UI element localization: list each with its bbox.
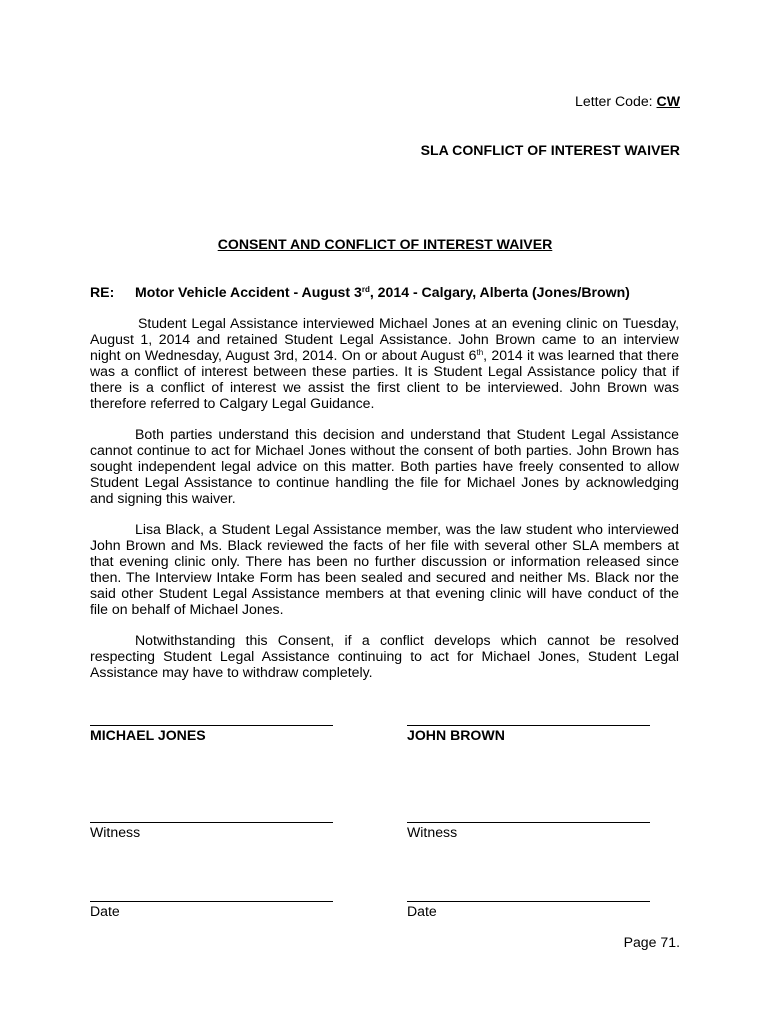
signer-name-left: MICHAEL JONES <box>90 727 206 743</box>
signer-name-right: JOHN BROWN <box>407 727 505 743</box>
paragraph-1-part1: Student Legal Assistance interviewed Michael Jones at an evening clinic on Tuesday, August 1, 2014 and retained Student Legal Assistance. John Brown came to an interview night on Wednesday, August 3rd, 2014. On or about August 6 <box>90 315 679 363</box>
document-title: SLA CONFLICT OF INTEREST WAIVER <box>420 142 680 158</box>
re-subject <box>135 284 630 300</box>
re-label: RE: <box>90 284 115 300</box>
re-subject-part2: , 2014 - Calgary, Alberta (Jones/Brown) <box>369 284 630 300</box>
witness-line-right <box>407 822 650 823</box>
paragraph-4-text: Notwithstanding this Consent, if a conflict develops which cannot be resolved respecting Student Legal Assistance continuing to act for Michael Jones, Student Legal Assistance may have to withdraw completely. <box>90 632 679 680</box>
paragraph-2-text: Both parties understand this decision and understand that Student Legal Assistance cannot continue to act for Michael Jones without the consent of both parties. John Brown has sought independent legal advice on this matter. Both parties have freely consented to allow Student Legal Assistance to continue handling the file for Michael Jones by acknowledging and signing this waiver. <box>90 426 679 506</box>
paragraph-3 <box>90 521 679 617</box>
witness-line-left <box>90 822 333 823</box>
witness-label-left: Witness <box>90 824 141 840</box>
letter-code-value: CW <box>656 93 680 109</box>
re-subject-part1: Motor Vehicle Accident - August 3 <box>135 284 362 300</box>
letter-code <box>575 93 680 109</box>
paragraph-1 <box>90 315 679 411</box>
paragraph-1-part2: , 2014 it was learned that there was a conflict of interest between these parties. It is Student Legal Assistance policy that if there is a conflict of interest we assist the first client to be interviewed. John Brown was therefore referred to Calgary Legal Guidance. <box>90 347 679 411</box>
paragraph-3-text: Lisa Black, a Student Legal Assistance member, was the law student who interviewed John Brown and Ms. Black reviewed the facts of her file with several other SLA members at that evening clinic only. There has been no further discussion or information released since then. The Interview Intake Form has been sealed and secured and neither Ms. Black nor the said other Student Legal Assistance members at that evening clinic will have conduct of the file on behalf of Michael Jones. <box>90 521 679 617</box>
page-heading: CONSENT AND CONFLICT OF INTEREST WAIVER <box>217 236 553 252</box>
paragraph-1-sup: th <box>476 348 484 357</box>
paragraph-2 <box>90 426 679 506</box>
re-subject-sup: rd <box>361 285 370 294</box>
paragraph-4 <box>90 632 679 680</box>
signature-line-michael-jones <box>90 725 333 726</box>
witness-label-right: Witness <box>407 824 458 840</box>
date-line-right <box>407 901 650 902</box>
letter-code-label: Letter Code: <box>575 93 657 109</box>
date-line-left <box>90 901 333 902</box>
date-label-left: Date <box>90 903 120 919</box>
page-number: Page 71. <box>623 934 680 950</box>
date-label-right: Date <box>407 903 437 919</box>
signature-line-john-brown <box>407 725 650 726</box>
